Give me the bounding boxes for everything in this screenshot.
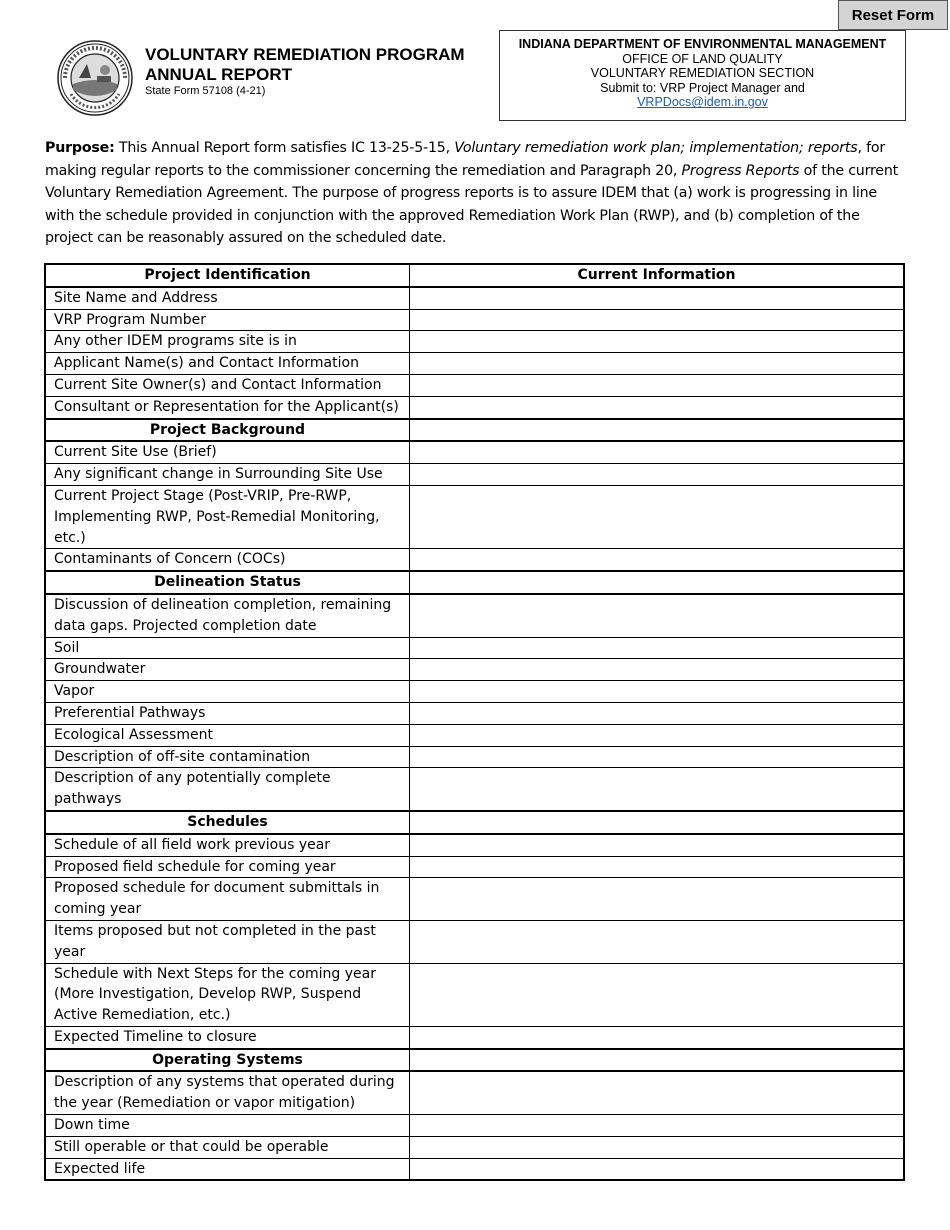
col-header-current-information: Current Information xyxy=(410,264,905,287)
section-blank-cell xyxy=(410,571,905,594)
annual-report-table xyxy=(44,263,905,1181)
row-label: Schedule with Next Steps for the coming year (More Investigation, Develop RWP, Suspend Active Remediation, etc.) xyxy=(45,963,410,1026)
current-information-field[interactable] xyxy=(410,768,905,811)
current-information-field[interactable] xyxy=(410,681,905,703)
table-row xyxy=(45,1026,904,1048)
form-title-line2: ANNUAL REPORT xyxy=(145,65,293,84)
row-label: Site Name and Address xyxy=(45,287,410,309)
row-label: Any other IDEM programs site is in xyxy=(45,331,410,353)
row-label: Down time xyxy=(45,1115,410,1137)
row-label: Consultant or Representation for the Applicant(s) xyxy=(45,396,410,418)
agency-info-box xyxy=(499,30,906,121)
state-form-number: State Form 57108 (4-21) xyxy=(145,85,266,97)
current-information-field[interactable] xyxy=(410,659,905,681)
indiana-state-seal-icon xyxy=(57,40,133,116)
table-row xyxy=(45,549,904,571)
table-row xyxy=(45,1136,904,1158)
col-header-project-identification: Project Identification xyxy=(45,264,410,287)
current-information-field[interactable] xyxy=(410,309,905,331)
row-label: Any significant change in Surrounding Site Use xyxy=(45,464,410,486)
table-row xyxy=(45,1115,904,1137)
table-row xyxy=(45,485,904,548)
current-information-field[interactable] xyxy=(410,702,905,724)
current-information-field[interactable] xyxy=(410,1136,905,1158)
section-row xyxy=(45,1049,904,1072)
table-row xyxy=(45,681,904,703)
purpose-text-2: , for making regular reports to the commissioner concerning the remediation and Paragraph 20, xyxy=(45,140,885,179)
row-label: Soil xyxy=(45,637,410,659)
row-label: Discussion of delineation completion, remaining data gaps. Projected completion date xyxy=(45,594,410,637)
row-label: Current Project Stage (Post-VRIP, Pre-RWP, Implementing RWP, Post-Remedial Monitoring, etc.) xyxy=(45,485,410,548)
table-row xyxy=(45,856,904,878)
table-row xyxy=(45,746,904,768)
agency-name: INDIANA DEPARTMENT OF ENVIRONMENTAL MANAGEMENT xyxy=(518,37,887,51)
table-row xyxy=(45,637,904,659)
current-information-field[interactable] xyxy=(410,485,905,548)
row-label: Items proposed but not completed in the past year xyxy=(45,920,410,963)
row-label: Still operable or that could be operable xyxy=(45,1136,410,1158)
purpose-text-3: of the current Voluntary Remediation Agreement. The purpose of progress reports is to assure IDEM that (a) work is progressing in line with the schedule provided in conjunction with the approved Remediation Work Plan (RWP), and (b) completion of the project can be reasonably assured on the scheduled date. xyxy=(45,162,898,247)
section-row xyxy=(45,571,904,594)
current-information-field[interactable] xyxy=(410,746,905,768)
current-information-field[interactable] xyxy=(410,1115,905,1137)
table-row xyxy=(45,878,904,921)
row-label: Current Site Owner(s) and Contact Information xyxy=(45,374,410,396)
current-information-field[interactable] xyxy=(410,920,905,963)
row-label: Expected Timeline to closure xyxy=(45,1026,410,1048)
section-blank-cell xyxy=(410,419,905,442)
table-row xyxy=(45,594,904,637)
table-row xyxy=(45,920,904,963)
current-information-field[interactable] xyxy=(410,441,905,463)
table-row xyxy=(45,374,904,396)
table-row xyxy=(45,724,904,746)
section-blank-cell xyxy=(410,1049,905,1072)
row-label: Contaminants of Concern (COCs) xyxy=(45,549,410,571)
row-label: Description of off-site contamination xyxy=(45,746,410,768)
current-information-field[interactable] xyxy=(410,549,905,571)
row-label: Proposed schedule for document submittals in coming year xyxy=(45,878,410,921)
purpose-paragraph xyxy=(45,137,907,250)
section-title: Delineation Status xyxy=(45,571,410,594)
current-information-field[interactable] xyxy=(410,396,905,418)
current-information-field[interactable] xyxy=(410,374,905,396)
table-row xyxy=(45,659,904,681)
table-row xyxy=(45,287,904,309)
table-row xyxy=(45,1071,904,1114)
row-label: Description of any potentially complete pathways xyxy=(45,768,410,811)
section-row xyxy=(45,419,904,442)
current-information-field[interactable] xyxy=(410,856,905,878)
purpose-paragraph-title: Progress Reports xyxy=(681,162,800,179)
table-header-row xyxy=(45,264,904,287)
table-row xyxy=(45,1158,904,1180)
current-information-field[interactable] xyxy=(410,1071,905,1114)
table-row xyxy=(45,353,904,375)
row-label: Groundwater xyxy=(45,659,410,681)
table-row xyxy=(45,834,904,856)
row-label: Description of any systems that operated during the year (Remediation or vapor mitigation) xyxy=(45,1071,410,1114)
current-information-field[interactable] xyxy=(410,464,905,486)
agency-office: OFFICE OF LAND QUALITY xyxy=(622,51,783,66)
purpose-text-1: This Annual Report form satisfies IC 13-25-5-15, xyxy=(114,140,455,156)
submit-instructions: Submit to: VRP Project Manager and xyxy=(600,80,805,95)
row-label: Applicant Name(s) and Contact Information xyxy=(45,353,410,375)
current-information-field[interactable] xyxy=(410,331,905,353)
section-blank-cell xyxy=(410,811,905,834)
table-row xyxy=(45,768,904,811)
row-label: Vapor xyxy=(45,681,410,703)
purpose-label: Purpose: xyxy=(45,140,115,156)
current-information-field[interactable] xyxy=(410,834,905,856)
section-row xyxy=(45,811,904,834)
current-information-field[interactable] xyxy=(410,1158,905,1180)
current-information-field[interactable] xyxy=(410,287,905,309)
current-information-field[interactable] xyxy=(410,1026,905,1048)
row-label: Current Site Use (Brief) xyxy=(45,441,410,463)
row-label: Schedule of all field work previous year xyxy=(45,834,410,856)
current-information-field[interactable] xyxy=(410,637,905,659)
section-title: Operating Systems xyxy=(45,1049,410,1072)
submit-email-link[interactable]: VRPDocs@idem.in.gov xyxy=(637,95,768,110)
table-row xyxy=(45,396,904,418)
table-row xyxy=(45,441,904,463)
section-title: Schedules xyxy=(45,811,410,834)
table-row xyxy=(45,963,904,1026)
purpose-statute-title: Voluntary remediation work plan; implementation; reports xyxy=(454,140,858,156)
table-row xyxy=(45,309,904,331)
row-label: Expected life xyxy=(45,1158,410,1180)
row-label: Ecological Assessment xyxy=(45,724,410,746)
table-row xyxy=(45,331,904,353)
reset-form-button[interactable]: Reset Form xyxy=(838,0,948,30)
form-title xyxy=(145,45,465,85)
row-label: Proposed field schedule for coming year xyxy=(45,856,410,878)
current-information-field[interactable] xyxy=(410,353,905,375)
current-information-field[interactable] xyxy=(410,594,905,637)
current-information-field[interactable] xyxy=(410,724,905,746)
current-information-field[interactable] xyxy=(410,878,905,921)
table-row xyxy=(45,702,904,724)
form-title-line1: VOLUNTARY REMEDIATION PROGRAM xyxy=(145,45,465,64)
table-row xyxy=(45,464,904,486)
section-title: Project Background xyxy=(45,419,410,442)
current-information-field[interactable] xyxy=(410,963,905,1026)
agency-section: VOLUNTARY REMEDIATION SECTION xyxy=(590,66,815,81)
row-label: VRP Program Number xyxy=(45,309,410,331)
row-label: Preferential Pathways xyxy=(45,702,410,724)
